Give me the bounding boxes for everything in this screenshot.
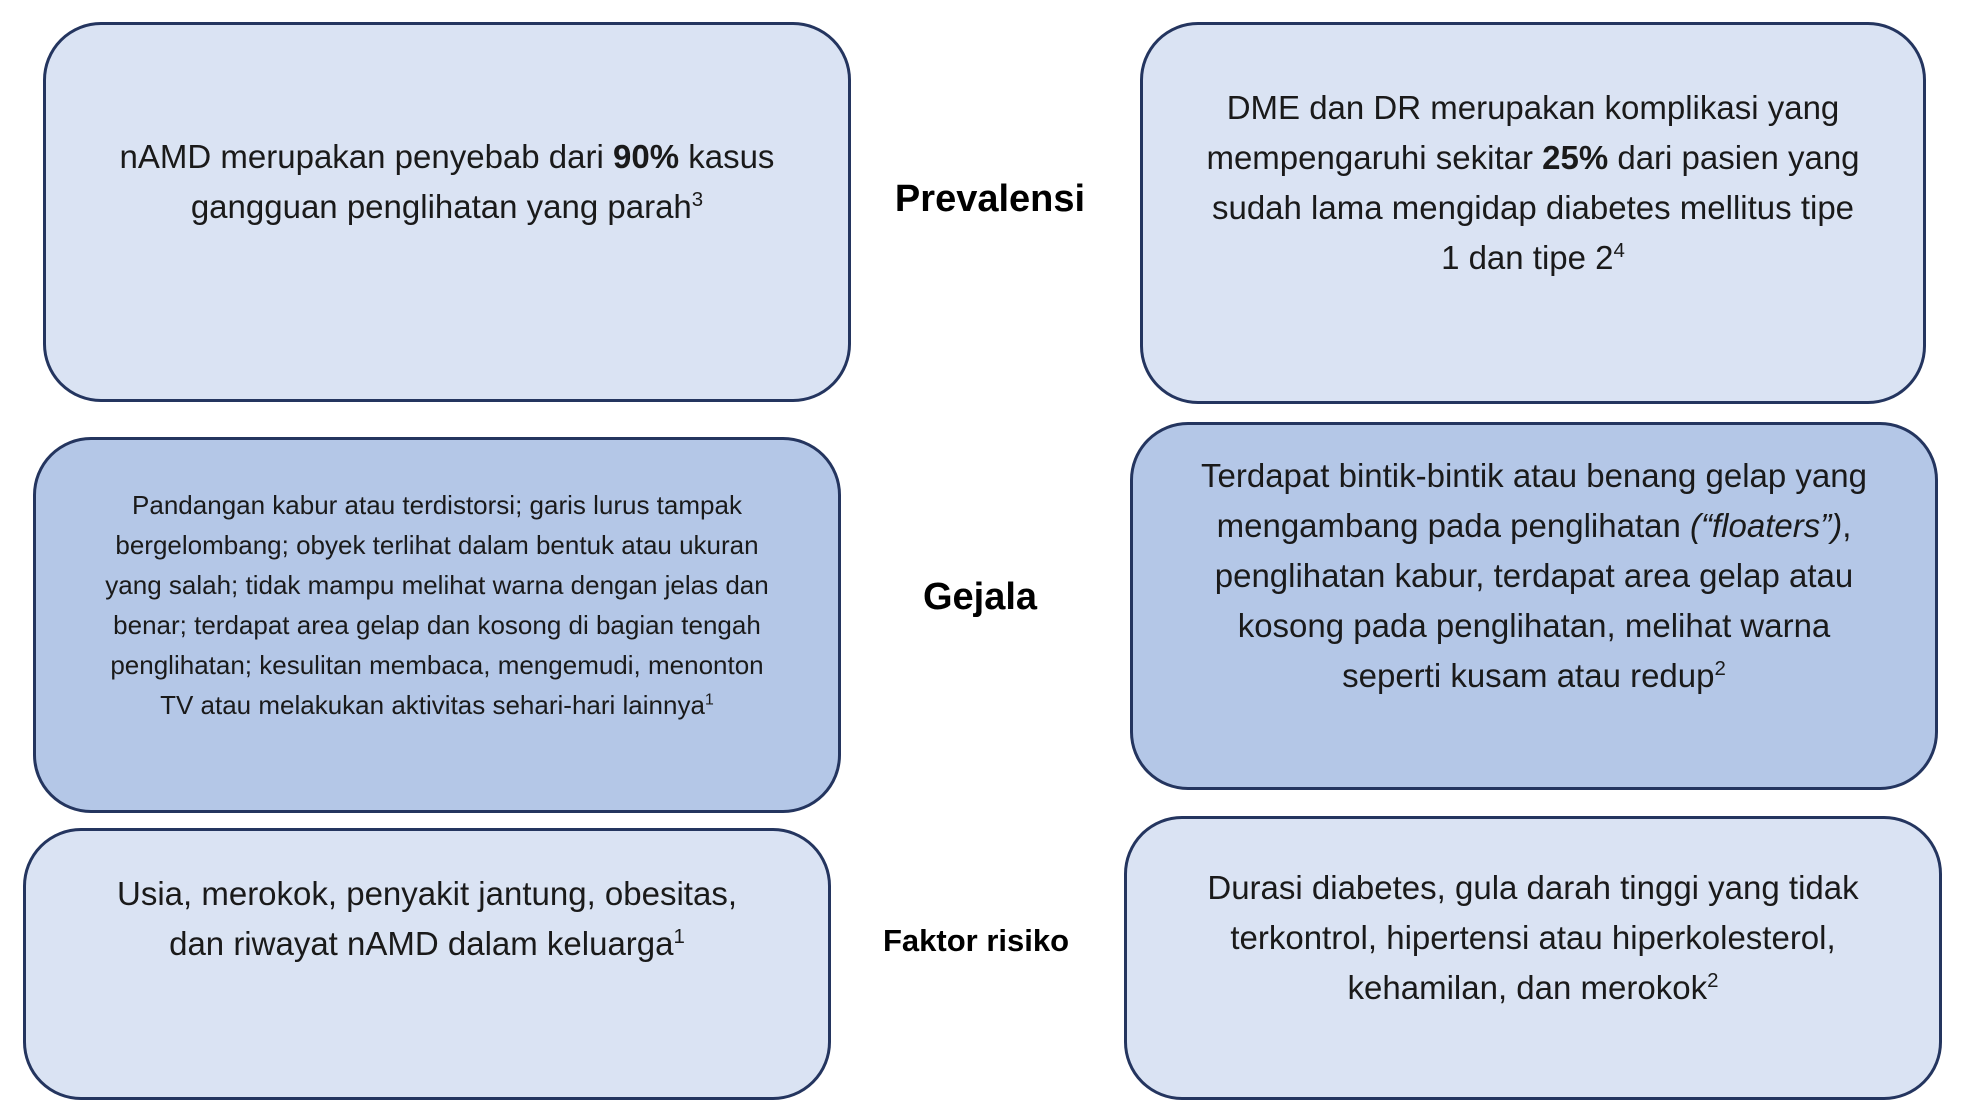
dme-symptoms-line-1: Terdapat bintik-bintik atau benang gelap yang [1201,457,1867,494]
namd-risk-ref: 1 [673,925,685,948]
namd-symptoms-ref: 1 [704,690,714,709]
namd-symptoms-line-3: yang salah; tidak mampu melihat warna dengan jelas dan [105,570,769,600]
namd-prevalence-line-2: gangguan penglihatan yang parah$^3$ [190,188,704,225]
namd-prevalence-percent: 90% [613,138,680,175]
namd-symptoms-line-6: TV atau melakukan aktivitas sehari-hari lainnya$^1$ [160,690,714,720]
dme-prevalence-ref: 4 [1613,239,1625,262]
dme-risk-line-3: kehamilan, dan merokok$^2$ [1347,969,1719,1006]
dme-risk-ref: 2 [1707,969,1719,992]
namd-prevalence-ref: 3 [691,188,704,211]
namd-risk-factors-box [23,828,831,1100]
dme-risk-factors-box [1124,816,1942,1100]
dme-prevalence-line-4: 1 dan tipe $2^4$ [1441,239,1625,276]
namd-symptoms-line-1: Pandangan kabur atau terdistorsi; garis lurus tampak [132,490,742,520]
dme-prevalence-line-1: DME dan DR merupakan komplikasi yang [1226,89,1840,126]
namd-symptoms-line-2: bergelombang; obyek terlihat dalam bentuk atau ukuran [115,530,759,560]
dme-symptoms-line-5: seperti kusam atau redup$^2$ [1342,657,1726,694]
dme-prevalence-line-2: mempengaruhi sekitar 25% dari pasien yang [1206,139,1860,176]
dme-prevalence-line-3: sudah lama mengidap diabetes mellitus tipe [1211,189,1855,226]
namd-symptoms-line-5: penglihatan; kesulitan membaca, mengemudi, menonton [110,650,764,680]
namd-symptoms-box [33,437,841,813]
dme-symptoms-line-4: kosong pada penglihatan, melihat warna [1237,607,1831,644]
dme-prevalence-percent: 25% [1542,139,1609,176]
row-label-prevalence: Prevalensi [894,178,1086,220]
dme-symptoms-line-2: mengambang pada penglihatan (“floaters”), [1216,507,1852,544]
dme-prevalence-box [1140,22,1926,404]
namd-prevalence-box [43,22,851,402]
namd-risk-line-2: dan riwayat nAMD dalam keluarga$^1$ [169,925,685,962]
dme-risk-line-2: terkontrol, hipertensi atau hiperkolesterol, [1230,919,1836,956]
dme-risk-line-1: Durasi diabetes, gula darah tinggi yang tidak [1207,869,1859,906]
dme-symptoms-ref: 2 [1714,657,1726,680]
dme-symptoms-box [1130,422,1938,790]
namd-symptoms-line-4: benar; terdapat area gelap dan kosong di bagian tengah [113,610,761,640]
namd-risk-line-1: Usia, merokok, penyakit jantung, obesitas, [117,875,737,912]
row-label-risk-factors: Faktor risiko [882,923,1070,958]
dme-symptoms-floaters: (“floaters”) [1690,507,1843,544]
namd-prevalence-line-1: nAMD merupakan penyebab dari 90% kasus [119,138,775,175]
row-label-symptoms: Gejala [922,576,1038,618]
dme-symptoms-line-3: penglihatan kabur, terdapat area gelap atau [1214,557,1854,594]
